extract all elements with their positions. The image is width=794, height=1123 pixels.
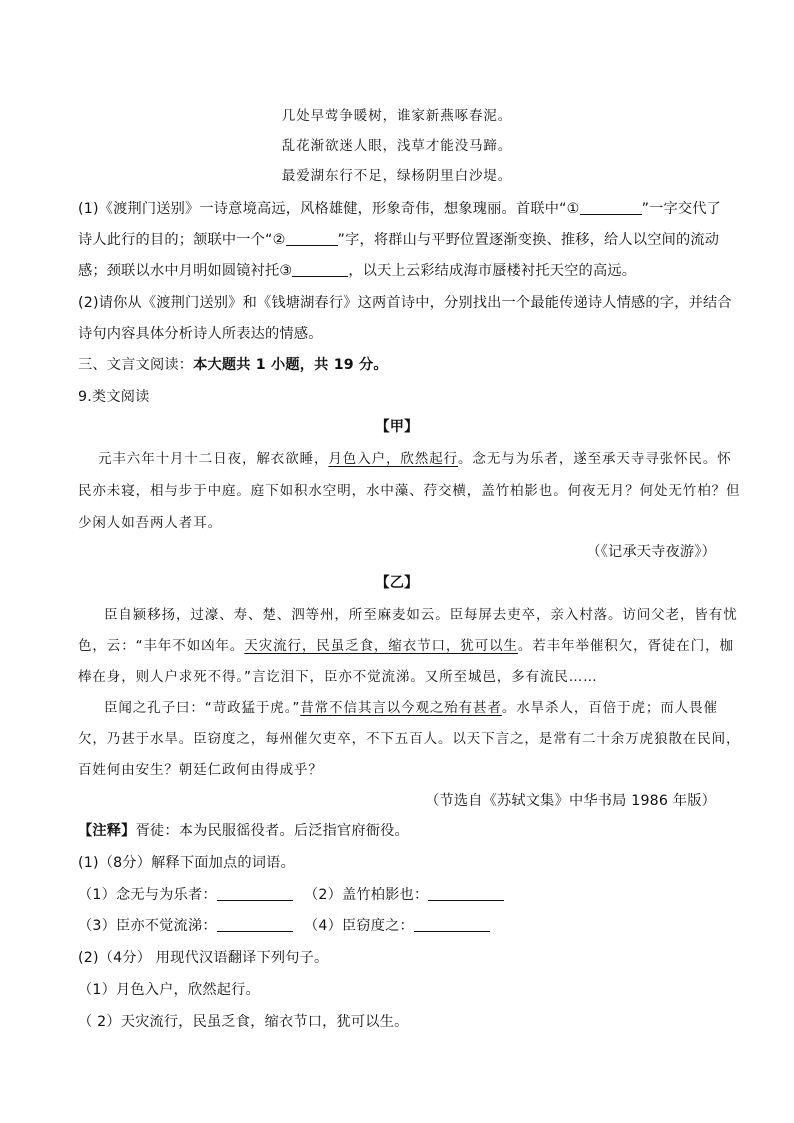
question-9-title: 9.类文阅读 bbox=[78, 389, 150, 405]
q9-part2-item-1: （1）月色入户，欣然起行。 bbox=[78, 982, 260, 998]
q9-part1-item-1: （1）念无与为乐者： bbox=[78, 884, 293, 904]
poem-line-1: 几处早莺争暖树，谁家新燕啄春泥。 bbox=[281, 108, 513, 124]
q9-part1-item-4: （4）臣窃度之： bbox=[304, 915, 490, 935]
q9-part1-item-3: （3）臣亦不觉流涕： bbox=[78, 915, 293, 935]
answer-blank-3[interactable] bbox=[292, 262, 348, 277]
yi-heading: 【乙】 bbox=[375, 575, 419, 591]
q9-part2-item-2: （ 2）天灾流行，民虽乏食，缩衣节口，犹可以生。 bbox=[78, 1014, 409, 1030]
jia-source: （《记承天寺夜游》） bbox=[586, 544, 716, 560]
yi-underlined-sentence-1: 天灾流行，民虽乏食，缩衣节口，犹可以生 bbox=[244, 638, 518, 654]
answer-blank-q9-4[interactable] bbox=[414, 917, 490, 932]
jia-heading: 【甲】 bbox=[375, 419, 419, 435]
yi-underlined-sentence-2: 昔常不信其言以今观之殆有甚者 bbox=[300, 700, 502, 716]
jia-underlined-sentence: 月色入户，欣然起行 bbox=[328, 451, 459, 467]
annotation-note: 【注释】胥徒：本为民服徭役者。后泛指官府衙役。 bbox=[78, 823, 409, 839]
jia-line-3: 少闲人如吾两人者耳。 bbox=[78, 515, 222, 531]
q9-part1-item-2: （2）盖竹柏影也： bbox=[304, 884, 504, 904]
yi-p2-line-1: 臣闻之孔子曰：“苛政猛于虎。”昔常不信其言以今观之殆有甚者。水旱杀人，百倍于虎；而人畏催 bbox=[104, 700, 718, 716]
yi-p2-line-3: 百姓何由安生？朝廷仁政何由得成乎？ bbox=[78, 762, 323, 778]
q9-part1-title: (1)（8分）解释下面加点的词语。 bbox=[78, 855, 295, 871]
jia-line-2: 民亦未寝，相与步于中庭。庭下如积水空明，水中藻、荇交横，盖竹柏影也。何夜无月？何处无竹柏？但 bbox=[78, 483, 741, 499]
yi-p2-line-2: 欠，乃甚于水旱。臣窃度之，每州催欠吏卒，不下五百人。以天下言之，是常有二十余万虎狼散在民间， bbox=[78, 731, 741, 747]
yi-source: （节选自《苏轼文集》中华书局 1986 年版） bbox=[425, 793, 716, 809]
poem-line-3: 最爱湖东行不足，绿杨阴里白沙堤。 bbox=[281, 168, 513, 184]
q9-part2-title: (2)（4分） 用现代汉语翻译下列句子。 bbox=[78, 950, 329, 966]
answer-blank-q9-3[interactable] bbox=[217, 917, 293, 932]
yi-p1-line-2: 色，云：“丰年不如凶年。天灾流行，民虽乏食，缩衣节口，犹可以生。若丰年举催积欠，胥徒在门，枷 bbox=[78, 638, 734, 654]
answer-blank-q9-1[interactable] bbox=[217, 886, 293, 901]
q8-part1-line2: 诗人此行的目的；颔联中一个“② ”字，将群山与平野位置逐渐变换、推移，给人以空间的流动 bbox=[78, 232, 720, 248]
q8-part2-line2: 诗句内容具体分析诗人所表达的情感。 bbox=[78, 326, 323, 342]
q8-part2-line1: (2)请你从《渡荆门送别》和《钱塘湖春行》这两首诗中，分别找出一个最能传递诗人情感的字，并结合 bbox=[78, 295, 732, 311]
yi-p1-line-1: 臣自颍移扬，过濠、寿、楚、泗等州，所至麻麦如云。臣每屏去吏卒，亲入村落。访问父老，皆有忧 bbox=[104, 607, 738, 623]
poem-line-2: 乱花渐欲迷人眼，浅草才能没马蹄。 bbox=[281, 138, 513, 154]
answer-blank-2[interactable] bbox=[286, 231, 338, 246]
answer-blank-1[interactable] bbox=[580, 200, 642, 215]
jia-line-1: 元丰六年十月十二日夜，解衣欲睡，月色入户，欣然起行。念无与为乐者，遂至承天寺寻张怀民。怀 bbox=[98, 451, 732, 467]
q8-part1-line3: 感；颈联以水中月明如圆镜衬托③ ，以天上云彩结成海市蜃楼衬托天空的高远。 bbox=[78, 263, 637, 279]
section-3-heading: 三、文言文阅读：本大题共 1 小题，共 19 分。 bbox=[78, 357, 388, 373]
q8-part1-line1: (1)《渡荆门送别》一诗意境高远，风格雄健，形象奇伟，想象瑰丽。首联中“① ”一字交代了 bbox=[78, 201, 722, 217]
answer-blank-q9-2[interactable] bbox=[428, 886, 504, 901]
yi-p1-line-3: 棒在身，则人户求死不得。”言讫泪下，臣亦不觉流涕。又所至城邑，多有流民…… bbox=[78, 669, 598, 685]
